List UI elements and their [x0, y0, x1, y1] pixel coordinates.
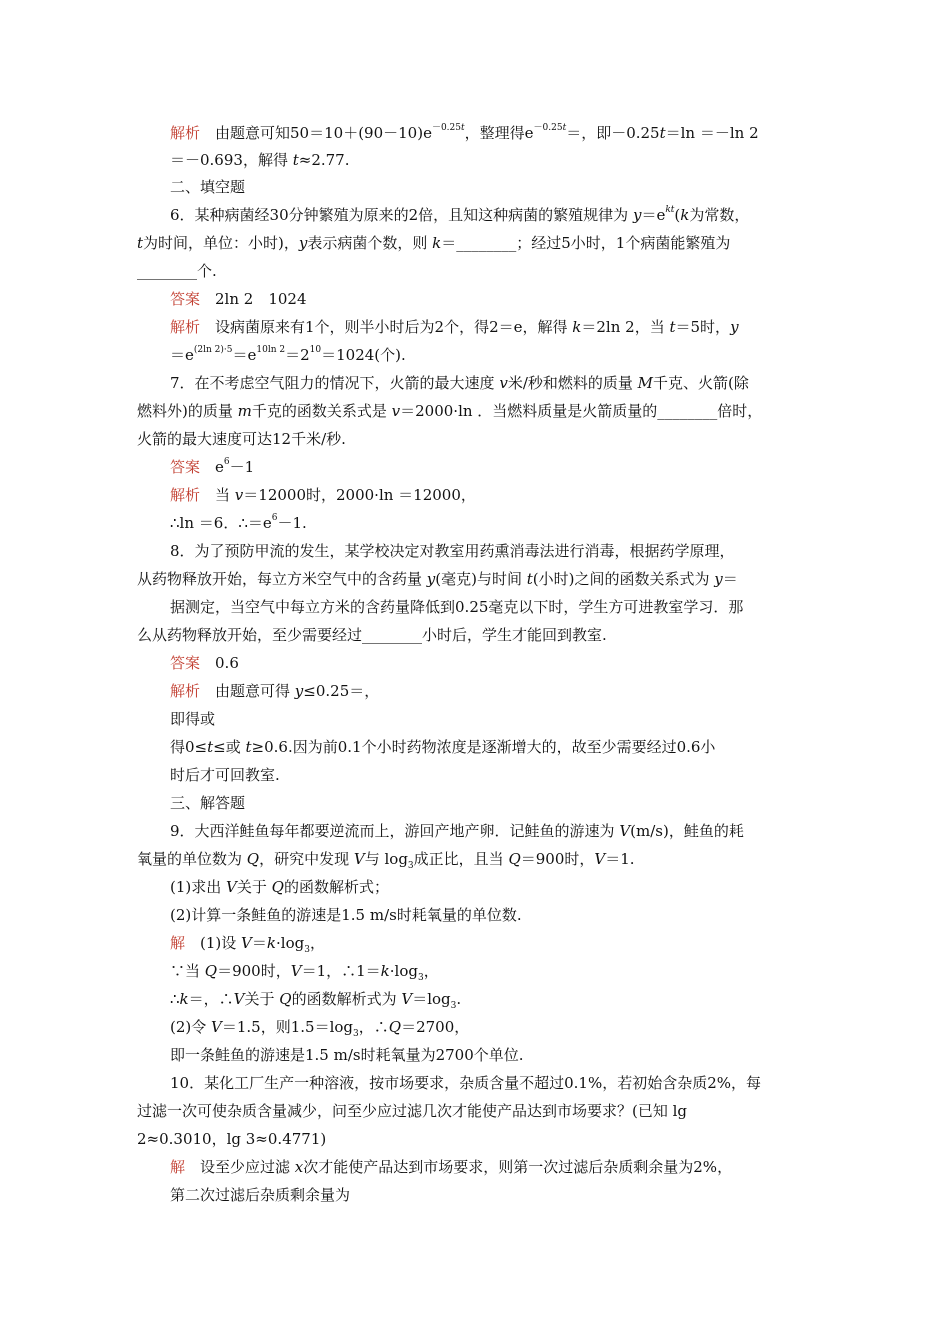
line-text: 据测定，当空气中每立方米的含药量降低到0.25毫克以下时，学生方可进教室学习．那 [170, 598, 744, 616]
line-text: 第二次过滤后杂质剩余量为 [170, 1186, 351, 1204]
line-text: 氧量的单位数为 Q，研究中发现 V与 $\log_3$成正比，且当 Q＝900时，V＝1. [137, 850, 635, 871]
line-text: 2≈0.3010，lg 3≈0.4771) [137, 1130, 327, 1148]
text-line [0, 289, 950, 309]
analysis-label: 解析 [170, 486, 201, 504]
text-line [0, 653, 950, 673]
analysis-label: 解析 [170, 682, 201, 700]
line-text: $e^6-1$ [200, 457, 255, 476]
answer-label: 答案 [170, 458, 201, 476]
text-line [0, 317, 950, 337]
line-text: 6．某种病菌经30分钟繁殖为原来的2倍，且知这种病菌的繁殖规律为 $y=e^{kt}(k$为常数， [170, 205, 750, 224]
answer-label: 答案 [170, 290, 201, 308]
text-line [0, 961, 950, 981]
text-line [0, 1017, 950, 1037]
line-text: ________个. [137, 262, 217, 280]
text-line [0, 429, 950, 449]
line-text: ∴ln ＝6．$\therefore=e^6-1$. [170, 513, 307, 532]
text-line [0, 905, 950, 925]
line-text: 从药物释放开始，每立方米空气中的含药量 y(毫克)与时间 t(小时)之间的函数关系式为 y＝ [137, 570, 738, 588]
line-text: ∵当 Q＝900时，V＝1，$\therefore 1=k\cdot\log_3$， [170, 962, 439, 983]
section-heading [0, 177, 950, 197]
text-line [0, 233, 950, 253]
text-line [0, 345, 950, 365]
line-text: (2)令 V＝1.5，则$1.5=\log_3$，∴Q＝2700， [170, 1018, 470, 1039]
text-line [0, 765, 950, 785]
text-line [0, 737, 950, 757]
text-line [0, 150, 950, 170]
section-heading [0, 793, 950, 813]
text-line [0, 261, 950, 281]
line-text: 8．为了预防甲流的发生，某学校决定对教室用药熏消毒法进行消毒，根据药学原理， [170, 542, 735, 560]
text-line [0, 1101, 950, 1121]
text-line [0, 1157, 950, 1177]
text-line [0, 485, 950, 505]
text-line [0, 1073, 950, 1093]
text-line [0, 933, 950, 953]
line-text: $=e^{(2ln 2)\cdot 5}=e^{10ln 2}=2^{10}=1024$(个). [170, 345, 406, 364]
line-text: 么从药物释放开始，至少需要经过________小时后，学生才能回到教室. [137, 626, 607, 644]
line-text: 由题意可知$50=10+(90-10)e^{-0.25t}$，整理得$e^{-0.25t}=$，即－0.25t＝ln ＝－ln 2 [200, 123, 759, 142]
solution-label: 解 [170, 1158, 186, 1176]
line-text: 即得或 [170, 710, 216, 728]
text-line [0, 681, 950, 701]
line-text: 2ln 2 1024 [200, 290, 307, 308]
text-line [0, 597, 950, 617]
line-text: 即一条鲑鱼的游速是1.5 m/s时耗氧量为2700个单位. [170, 1046, 524, 1064]
line-text: (1)设 $V=k\cdot\log_3$， [185, 934, 325, 955]
line-text: 7．在不考虑空气阻力的情况下，火箭的最大速度 v米/秒和燃料的质量 M千克、火箭(除 [170, 374, 749, 392]
text-line [0, 625, 950, 645]
text-line [0, 1185, 950, 1205]
text-line [0, 457, 950, 477]
text-line [0, 1129, 950, 1149]
line-text: 设病菌原来有1个，则半小时后为2个，得2＝e，解得 k＝2ln 2，当 t＝5时，y [200, 318, 739, 336]
line-text: ∴k＝，∴V关于 Q的函数解析式为 $V=\log_3$. [170, 990, 462, 1011]
line-text: 得0≤t≤或 t≥0.6.因为前0.1个小时药物浓度是逐渐增大的，故至少需要经过0.6小 [170, 738, 716, 756]
text-line [0, 205, 950, 225]
line-text: t为时间，单位：小时)，y表示病菌个数，则 k＝________；经过5小时，1个病菌能繁殖为 [137, 234, 731, 252]
line-text: 时后才可回教室. [170, 766, 280, 784]
line-text: 过滤一次可使杂质含量减少，问至少应过滤几次才能使产品达到市场要求？(已知 lg [137, 1102, 688, 1120]
line-text: 燃料外)的质量 m千克的函数关系式是 v＝2000·ln ．当燃料质量是火箭质量的________倍时， [137, 402, 763, 420]
text-line [0, 569, 950, 589]
line-text: (2)计算一条鲑鱼的游速是1.5 m/s时耗氧量的单位数. [170, 906, 522, 924]
line-text: 9．大西洋鲑鱼每年都要逆流而上，游回产地产卵．记鲑鱼的游速为 V(m/s)，鲑鱼的耗 [170, 822, 744, 840]
line-text: 火箭的最大速度可达12千米/秒. [137, 430, 346, 448]
answer-label: 答案 [170, 654, 201, 672]
line-text: 10．某化工厂生产一种溶液，按市场要求，杂质含量不超过0.1%，若初始含杂质2%，每 [170, 1074, 761, 1092]
text-line [0, 709, 950, 729]
line-text: 由题意可得 y≤0.25＝， [200, 682, 380, 700]
text-line [0, 401, 950, 421]
line-text: ＝－0.693，解得 t≈2.77. [170, 151, 350, 169]
line-text: (1)求出 V关于 Q的函数解析式； [170, 878, 389, 896]
analysis-label: 解析 [170, 318, 201, 336]
line-text: 二、填空题 [170, 178, 246, 196]
text-line [0, 821, 950, 841]
line-text: 0.6 [200, 654, 239, 672]
line-text: 设至少应过滤 x次才能使产品达到市场要求，则第一次过滤后杂质剩余量为2%， [185, 1158, 733, 1176]
text-line [0, 541, 950, 561]
line-text: 三、解答题 [170, 794, 246, 812]
text-line [0, 123, 950, 143]
line-text: 当 v＝12000时，2000·ln ＝12000， [200, 486, 476, 504]
text-line [0, 989, 950, 1009]
text-line [0, 513, 950, 533]
text-line [0, 373, 950, 393]
text-line [0, 849, 950, 869]
solution-label: 解 [170, 934, 186, 952]
analysis-label: 解析 [170, 124, 201, 142]
text-line [0, 877, 950, 897]
text-line [0, 1045, 950, 1065]
